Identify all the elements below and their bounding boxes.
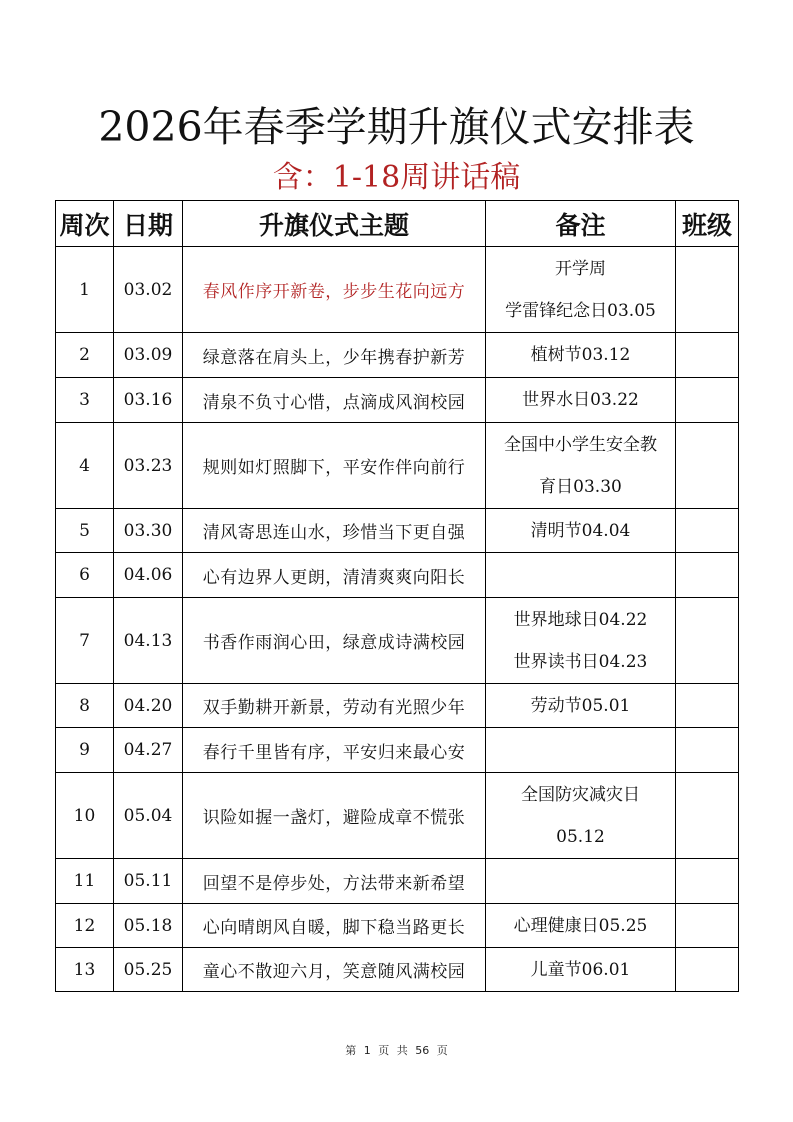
table-row bbox=[56, 598, 739, 684]
note-line: 清明节04.04 bbox=[530, 520, 631, 541]
class-cell bbox=[676, 378, 739, 423]
theme-cell: 绿意落在肩头上，少年携春护新芳 bbox=[183, 333, 486, 378]
date-cell: 03.02 bbox=[114, 247, 183, 333]
class-cell bbox=[676, 684, 739, 728]
date-cell: 04.27 bbox=[114, 728, 183, 773]
class-cell bbox=[676, 553, 739, 598]
week-cell: 13 bbox=[56, 948, 114, 992]
date-cell: 04.20 bbox=[114, 684, 183, 728]
header-week: 周次 bbox=[56, 201, 114, 247]
class-cell bbox=[676, 423, 739, 509]
date-cell: 03.23 bbox=[114, 423, 183, 509]
table-row bbox=[56, 859, 739, 904]
theme-cell: 规则如灯照脚下，平安作伴向前行 bbox=[183, 423, 486, 509]
week-cell: 4 bbox=[56, 423, 114, 509]
class-cell bbox=[676, 598, 739, 684]
class-cell bbox=[676, 509, 739, 553]
notes-cell bbox=[486, 773, 676, 859]
date-cell: 03.30 bbox=[114, 509, 183, 553]
page-footer: 第 1 页 共 56 页 bbox=[345, 1044, 448, 1057]
note-line: 全国防灾减灾日 bbox=[521, 784, 640, 805]
table-header-row bbox=[56, 201, 739, 247]
date-cell: 05.04 bbox=[114, 773, 183, 859]
date-cell: 05.11 bbox=[114, 859, 183, 904]
note-line: 世界水日03.22 bbox=[522, 390, 639, 410]
theme-cell: 识险如握一盏灯，避险成章不慌张 bbox=[183, 773, 486, 859]
header-notes: 备注 bbox=[486, 201, 676, 247]
table-row bbox=[56, 553, 739, 598]
header-theme: 升旗仪式主题 bbox=[183, 201, 486, 247]
date-cell: 05.25 bbox=[114, 948, 183, 992]
theme-cell: 清泉不负寸心惜，点滴成风润校园 bbox=[183, 378, 486, 423]
class-cell bbox=[676, 773, 739, 859]
week-cell: 11 bbox=[56, 859, 114, 904]
notes-cell bbox=[486, 423, 676, 509]
class-cell bbox=[676, 728, 739, 773]
document-title: 2026年春季学期升旗仪式安排表 bbox=[98, 103, 695, 151]
document-subtitle: 含：1-18周讲话稿 bbox=[272, 160, 521, 195]
table-row bbox=[56, 247, 739, 333]
week-cell: 1 bbox=[56, 247, 114, 333]
note-line: 育日03.30 bbox=[539, 476, 622, 497]
note-line: 植树节03.12 bbox=[530, 345, 631, 365]
notes-cell bbox=[486, 728, 676, 773]
table-row bbox=[56, 378, 739, 423]
table-row bbox=[56, 948, 739, 992]
theme-cell: 书香作雨润心田，绿意成诗满校园 bbox=[183, 598, 486, 684]
notes-cell bbox=[486, 333, 676, 378]
date-cell: 04.06 bbox=[114, 553, 183, 598]
notes-cell bbox=[486, 509, 676, 553]
theme-cell: 清风寄思连山水，珍惜当下更自强 bbox=[183, 509, 486, 553]
notes-cell bbox=[486, 553, 676, 598]
week-cell: 9 bbox=[56, 728, 114, 773]
header-date: 日期 bbox=[114, 201, 183, 247]
theme-cell: 双手勤耕开新景，劳动有光照少年 bbox=[183, 684, 486, 728]
week-cell: 5 bbox=[56, 509, 114, 553]
note-line: 全国中小学生安全教 bbox=[504, 434, 657, 455]
note-line: 儿童节06.01 bbox=[530, 959, 631, 980]
week-cell: 2 bbox=[56, 333, 114, 378]
table-row bbox=[56, 773, 739, 859]
date-cell: 05.18 bbox=[114, 904, 183, 948]
note-line: 世界读书日04.23 bbox=[513, 651, 648, 672]
week-cell: 10 bbox=[56, 773, 114, 859]
week-cell: 7 bbox=[56, 598, 114, 684]
table-row bbox=[56, 728, 739, 773]
date-cell: 03.16 bbox=[114, 378, 183, 423]
note-line: 世界地球日04.22 bbox=[513, 609, 648, 630]
week-cell: 12 bbox=[56, 904, 114, 948]
theme-cell: 心向晴朗风自暖，脚下稳当路更长 bbox=[183, 904, 486, 948]
table-row bbox=[56, 684, 739, 728]
class-cell bbox=[676, 904, 739, 948]
week-cell: 3 bbox=[56, 378, 114, 423]
note-line: 劳动节05.01 bbox=[530, 695, 631, 716]
theme-cell: 心有边界人更朗，清清爽爽向阳长 bbox=[183, 553, 486, 598]
schedule-table bbox=[55, 200, 739, 992]
notes-cell bbox=[486, 904, 676, 948]
class-cell bbox=[676, 247, 739, 333]
theme-cell: 回望不是停步处，方法带来新希望 bbox=[183, 859, 486, 904]
header-class: 班级 bbox=[676, 201, 739, 247]
note-line: 开学周 bbox=[555, 258, 606, 279]
class-cell bbox=[676, 859, 739, 904]
week-cell: 8 bbox=[56, 684, 114, 728]
date-cell: 03.09 bbox=[114, 333, 183, 378]
notes-cell bbox=[486, 948, 676, 992]
note-line: 05.12 bbox=[556, 826, 605, 847]
theme-cell: 童心不散迎六月，笑意随风满校园 bbox=[183, 948, 486, 992]
note-line: 学雷锋纪念日03.05 bbox=[505, 300, 656, 321]
table-row bbox=[56, 333, 739, 378]
notes-cell bbox=[486, 378, 676, 423]
class-cell bbox=[676, 948, 739, 992]
week-cell: 6 bbox=[56, 553, 114, 598]
theme-cell: 春行千里皆有序，平安归来最心安 bbox=[183, 728, 486, 773]
notes-cell bbox=[486, 684, 676, 728]
notes-cell bbox=[486, 598, 676, 684]
table-row bbox=[56, 423, 739, 509]
table-row bbox=[56, 509, 739, 553]
note-line: 心理健康日05.25 bbox=[513, 915, 648, 936]
table-row bbox=[56, 904, 739, 948]
class-cell bbox=[676, 333, 739, 378]
notes-cell bbox=[486, 247, 676, 333]
date-cell: 04.13 bbox=[114, 598, 183, 684]
theme-cell: 春风作序开新卷，步步生花向远方 bbox=[183, 247, 486, 333]
notes-cell bbox=[486, 859, 676, 904]
